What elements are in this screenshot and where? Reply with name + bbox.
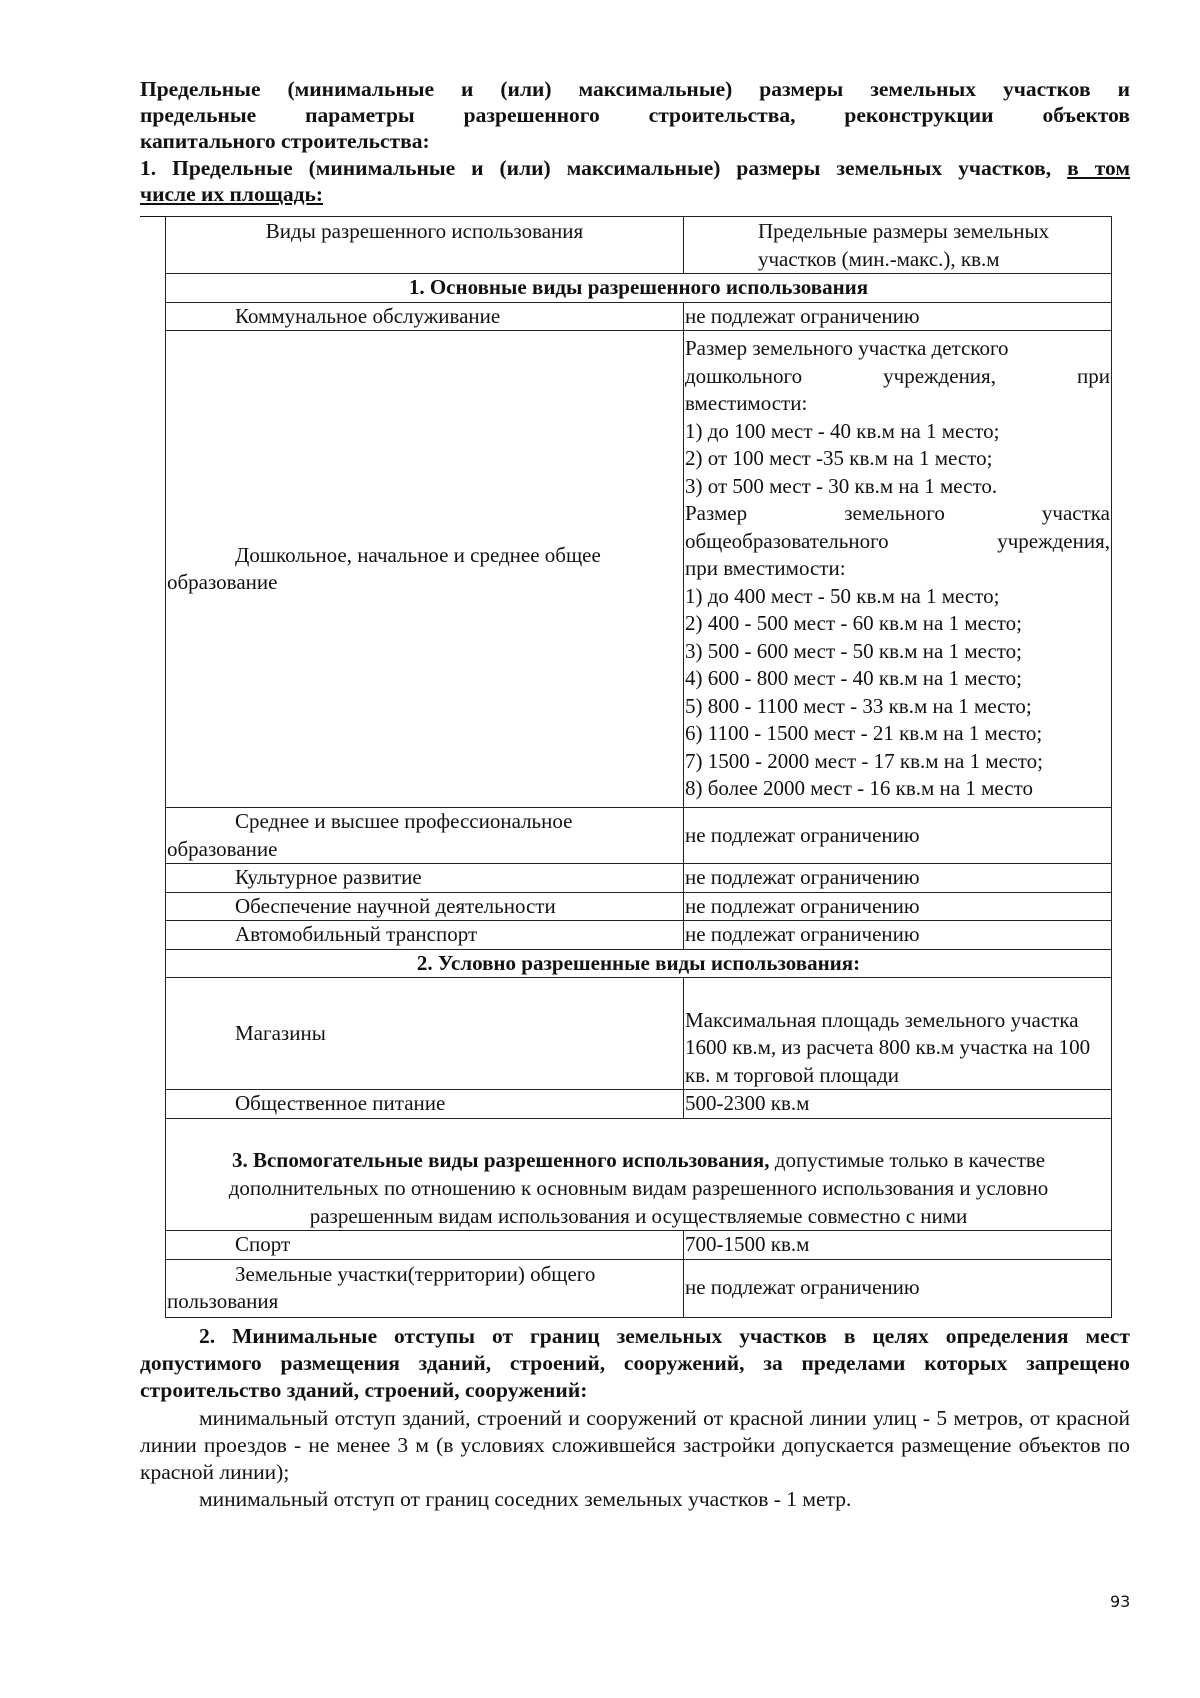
list-line: общеобразовательного учреждения, — [685, 528, 1110, 553]
table-row — [166, 978, 1112, 1090]
section2-title-text: 2. Минимальные отступы от границ земельных участков в целях определения мест допустимого размещения зданий, строений, сооружений, за пределами которых запрещено строительство зданий, строений, сооружений: — [140, 1324, 1130, 1402]
list-line: 7) 1500 - 2000 мест - 17 кв.м на 1 место; — [685, 748, 1044, 773]
list-line: 5) 800 - 1100 мест - 33 кв.м на 1 место; — [685, 693, 1032, 718]
table-row — [166, 1259, 1112, 1317]
table-row — [166, 331, 1112, 808]
section1-title-line-1 — [140, 155, 1130, 181]
list-line: 2) от 100 мест -35 кв.м на 1 место; — [685, 446, 993, 471]
usage-name: Спорт — [166, 1231, 684, 1260]
usage-name: Коммунальное обслуживание — [166, 302, 684, 331]
land-plot-size-table — [165, 216, 1112, 1318]
table-row — [166, 302, 1112, 331]
list-line: 4) 600 - 800 мест - 40 кв.м на 1 место; — [685, 666, 1023, 691]
usage-limit: 500-2300 кв.м — [684, 1090, 1112, 1119]
usage-name: Земельные участки(территории) общего пользования — [166, 1259, 684, 1317]
list-line: дошкольного учреждения, при — [685, 363, 1110, 388]
table-row — [166, 1231, 1112, 1260]
paragraph-text: минимальный отступ зданий, строений и сооружений от красной линии улиц - 5 метров, от красной линии проездов - не менее 3 м (в условиях сложившейся застройки допускается размещение объектов по красной линии); — [140, 1406, 1130, 1484]
table-row — [166, 1090, 1112, 1119]
section1-title-line-2 — [140, 181, 1130, 207]
section1-title-underlined-2: числе их площадь: — [140, 182, 324, 206]
section1-title-text: 1. Предельные (минимальные и (или) максимальные) размеры земельных участков, — [140, 156, 1068, 180]
paragraph-text: минимальный отступ от границ соседних земельных участков - 1 метр. — [199, 1487, 852, 1511]
usage-limit: не подлежат ограничению — [684, 921, 1112, 950]
list-line: 1) до 100 мест - 40 кв.м на 1 место; — [685, 418, 1000, 443]
usage-limit: 700-1500 кв.м — [684, 1231, 1112, 1260]
usage-name: Среднее и высшее профессиональное образование — [166, 808, 684, 864]
list-line: 3) от 500 мест - 30 кв.м на 1 место. — [685, 473, 998, 498]
list-line: вместимости: — [685, 391, 808, 416]
usage-limit-list — [684, 331, 1112, 808]
usage-name: Обеспечение научной деятельности — [166, 892, 684, 921]
section-title-main: 1. Основные виды разрешенного использования — [166, 274, 1112, 303]
list-line: 1) до 400 мест - 50 кв.м на 1 место; — [685, 583, 1000, 608]
table-header-row — [166, 217, 1112, 274]
usage-limit: не подлежат ограничению — [684, 864, 1112, 893]
usage-limit: Максимальная площадь земельного участка 1600 кв.м, из расчета 800 кв.м участка на 100 кв. м торговой площади — [684, 978, 1112, 1090]
usage-limit: не подлежат ограничению — [684, 808, 1112, 864]
section-title-auxiliary — [166, 1119, 1112, 1231]
section-row-conditional — [166, 949, 1112, 978]
list-line: 2) 400 - 500 мест - 60 кв.м на 1 место; — [685, 611, 1023, 636]
usage-name: Дошкольное, начальное и среднее общее образование — [166, 331, 684, 808]
usage-limit: не подлежат ограничению — [684, 302, 1112, 331]
list-line: 6) 1100 - 1500 мест - 21 кв.м на 1 место; — [685, 721, 1043, 746]
page-number: 93 — [1110, 1592, 1131, 1611]
usage-name: Автомобильный транспорт — [166, 921, 684, 950]
usage-name: Общественное питание — [166, 1090, 684, 1119]
header-usage-types: Виды разрешенного использования — [166, 217, 684, 274]
table-row — [166, 892, 1112, 921]
heading-line-3: капитального строительства: — [140, 129, 430, 153]
list-line: при вместимости: — [685, 556, 846, 581]
table-row — [166, 808, 1112, 864]
usage-name: Магазины — [166, 978, 684, 1090]
table-row — [166, 921, 1112, 950]
section2-paragraph-2 — [140, 1486, 1130, 1513]
heading-line-2: предельные параметры разрешенного строительства, реконструкции объектов — [140, 103, 1130, 127]
section-row-auxiliary — [166, 1119, 1112, 1231]
section-title-conditional: 2. Условно разрешенные виды использования: — [166, 949, 1112, 978]
section2-paragraph-1 — [140, 1405, 1130, 1486]
section1-title-underlined: в том — [1067, 156, 1131, 180]
header-size-limits: Предельные размеры земельных участков (мин.-макс.), кв.м — [684, 217, 1112, 274]
usage-limit: не подлежат ограничению — [684, 1259, 1112, 1317]
list-line: Размер земельного участка — [685, 501, 1110, 526]
list-line: 3) 500 - 600 мест - 50 кв.м на 1 место; — [685, 638, 1023, 663]
list-line: 8) более 2000 мест - 16 кв.м на 1 место — [685, 776, 1033, 801]
section-row-main — [166, 274, 1112, 303]
auxiliary-title-text: допустимые только в качестве дополнительных по отношению к основным видам разрешенного использования и условно разрешенным видам использования и осуществляемые совместно с ними — [228, 1148, 1049, 1228]
table-row — [166, 864, 1112, 893]
auxiliary-title-bold: 3. Вспомогательные виды разрешенного использования, — [231, 1148, 770, 1172]
list-line: Размер земельного участка детского — [685, 336, 1009, 361]
usage-name: Культурное развитие — [166, 864, 684, 893]
usage-limit: не подлежат ограничению — [684, 892, 1112, 921]
section2-title — [140, 1323, 1130, 1404]
heading-line-1: Предельные (минимальные и (или) максимальные) размеры земельных участков и — [140, 77, 1130, 101]
